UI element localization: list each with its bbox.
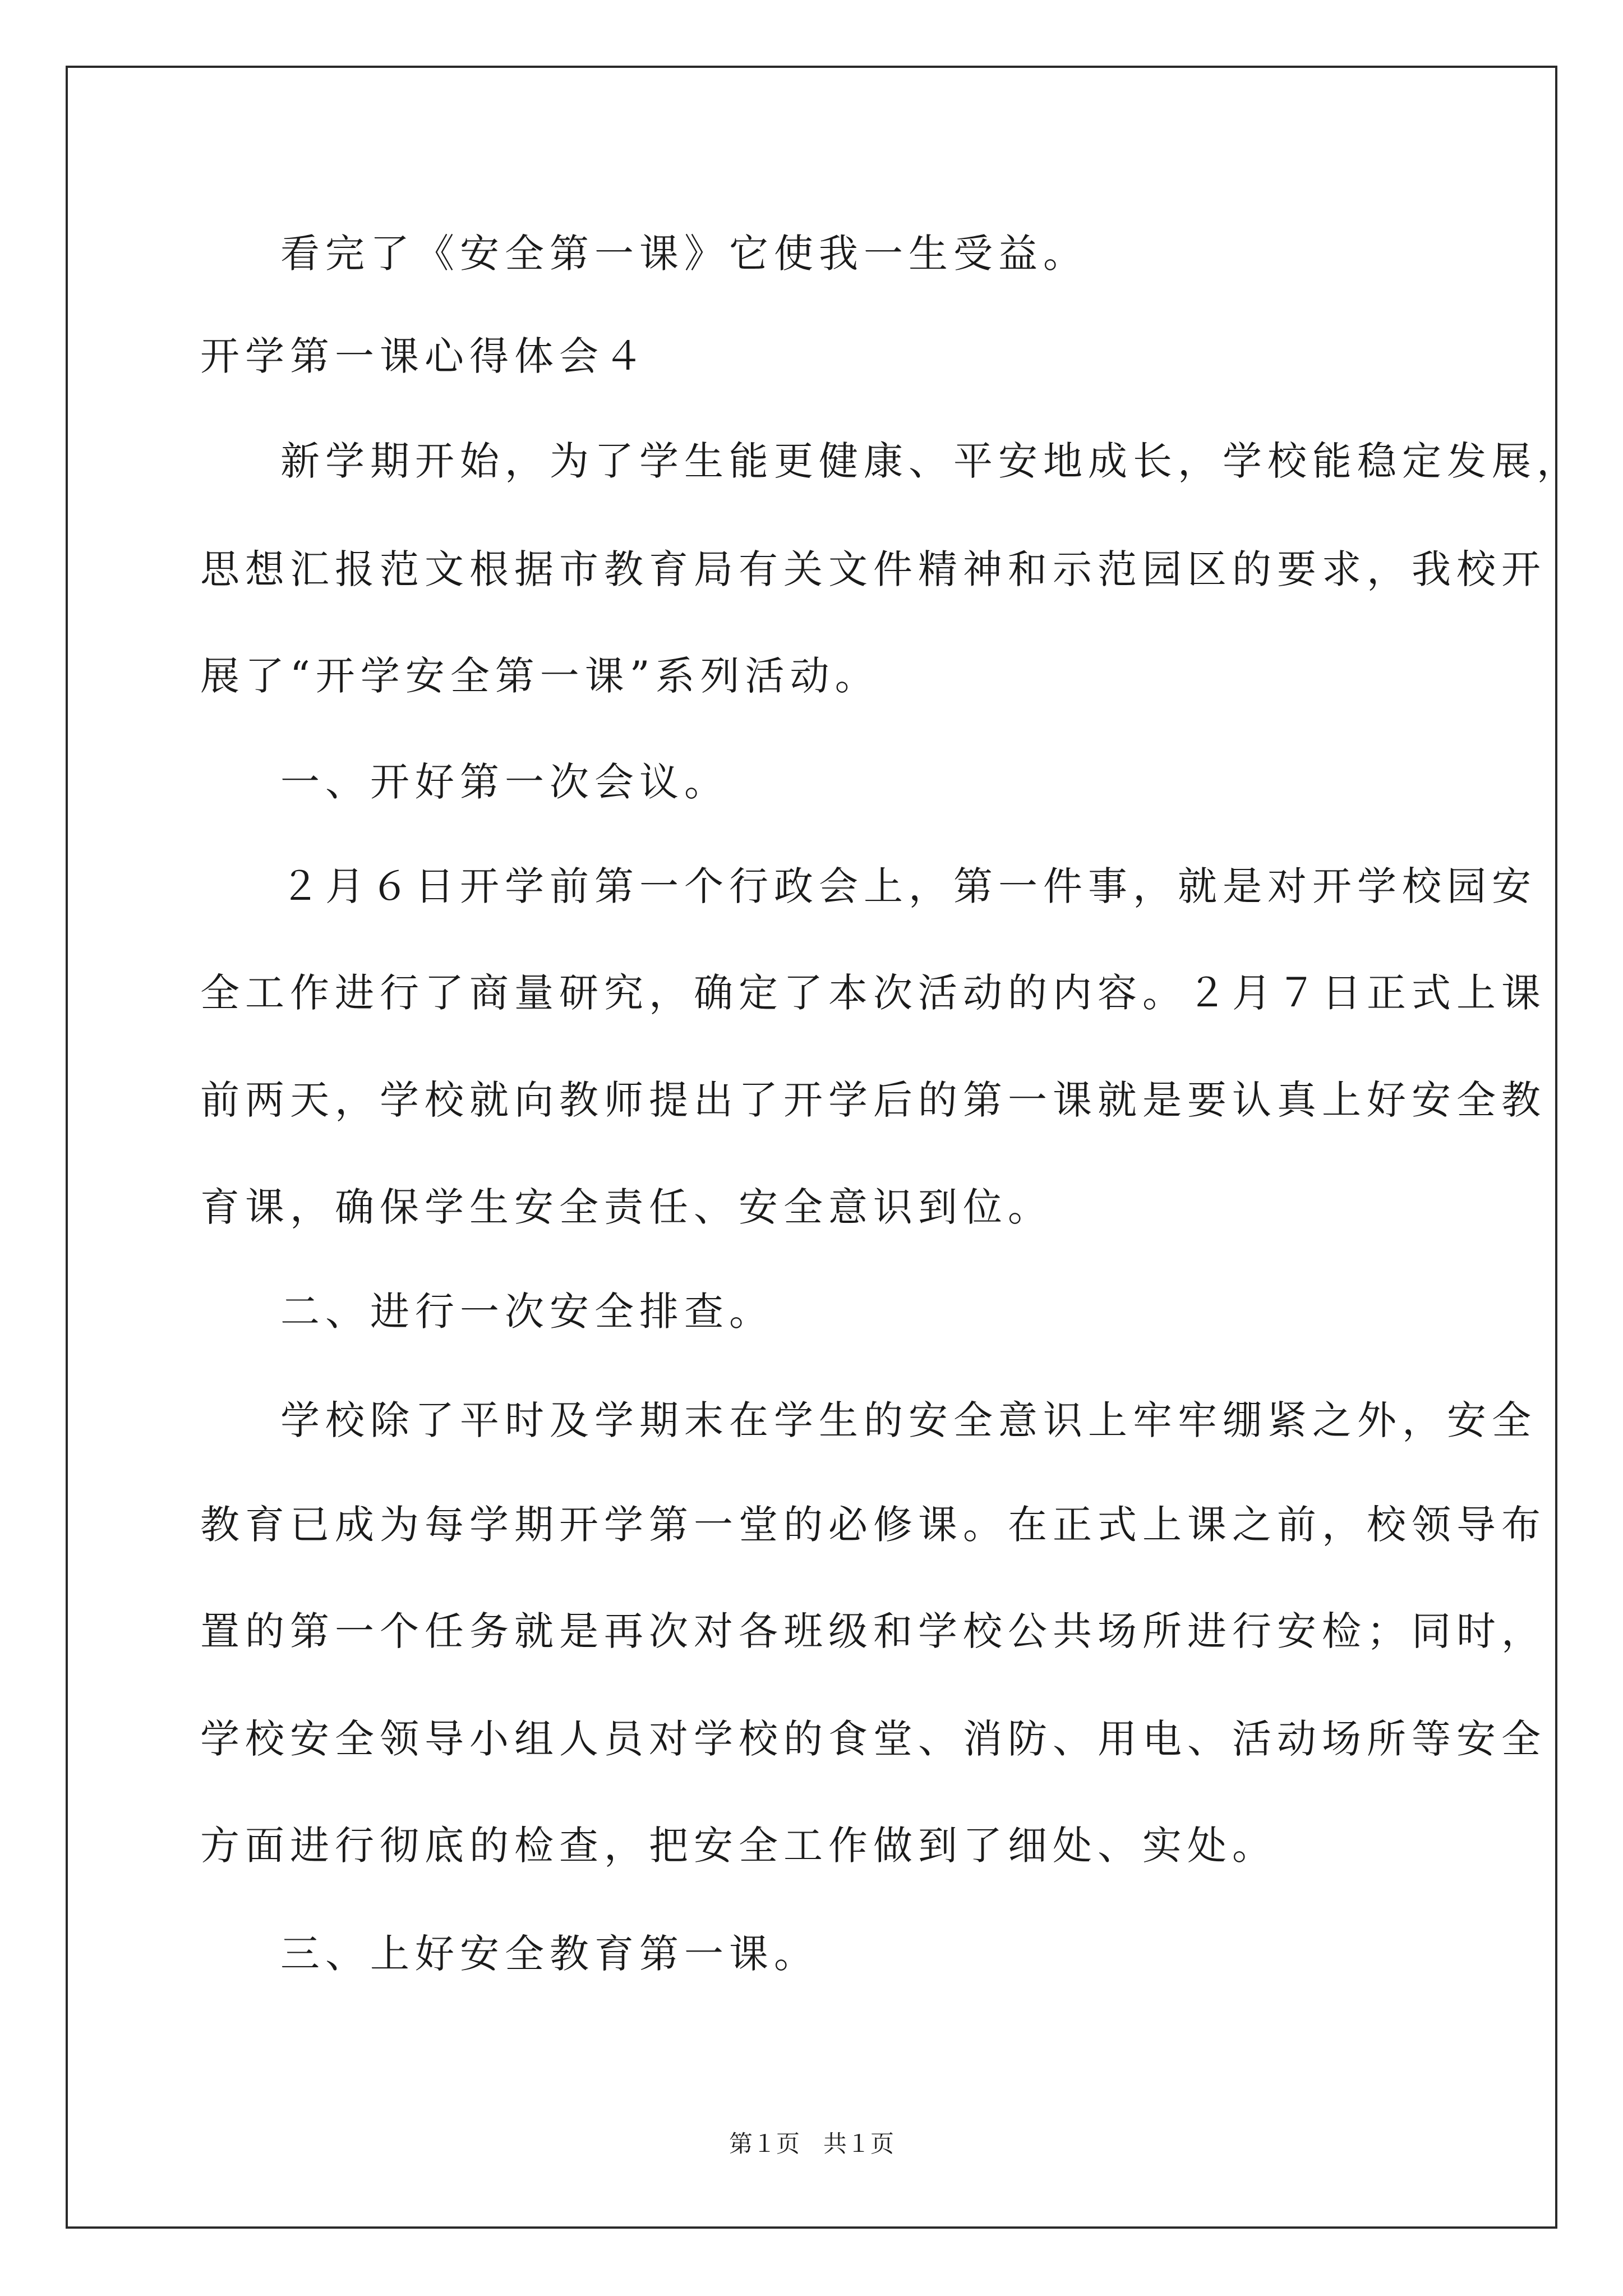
paragraph-line: 置的第一个任务就是再次对各班级和学校公共场所进行安检；同时， xyxy=(200,1608,1546,1654)
page-footer: 第１页 共１页 xyxy=(728,2130,894,2157)
paragraph-line: 展了“开学安全第一课”系列活动。 xyxy=(200,653,880,699)
paragraph-line: ２月６日开学前第一个行政会上，第一件事，就是对开学校园安 xyxy=(280,863,1537,909)
paragraph-line: 思想汇报范文根据市教育局有关文件精神和示范园区的要求，我校开 xyxy=(200,546,1546,592)
paragraph-line: 看完了《安全第一课》它使我一生受益。 xyxy=(280,231,1088,277)
paragraph-line: 教育已成为每学期开学第一堂的必修课。在正式上课之前，校领导布 xyxy=(200,1502,1546,1548)
paragraph-line: 二、进行一次安全排查。 xyxy=(280,1289,774,1335)
paragraph-line: 新学期开始，为了学生能更健康、平安地成长，学校能稳定发展， xyxy=(280,438,1581,484)
page-border xyxy=(66,66,1557,2229)
paragraph-line: 一、开好第一次会议。 xyxy=(280,759,729,805)
paragraph-line: 方面进行彻底的检查，把安全工作做到了细处、实处。 xyxy=(200,1823,1277,1869)
paragraph-line: 前两天，学校就向教师提出了开学后的第一课就是要认真上好安全教 xyxy=(200,1077,1546,1123)
paragraph-line: 育课，确保学生安全责任、安全意识到位。 xyxy=(200,1184,1053,1230)
paragraph-line: 全工作进行了商量研究，确定了本次活动的内容。２月７日正式上课 xyxy=(200,970,1546,1016)
paragraph-line: 三、上好安全教育第一课。 xyxy=(280,1931,819,1977)
paragraph-line: 学校安全领导小组人员对学校的食堂、消防、用电、活动场所等安全 xyxy=(200,1716,1546,1762)
section-heading: 开学第一课心得体会４ xyxy=(200,333,649,379)
paragraph-line: 学校除了平时及学期末在学生的安全意识上牢牢绷紧之外，安全 xyxy=(280,1397,1537,1443)
